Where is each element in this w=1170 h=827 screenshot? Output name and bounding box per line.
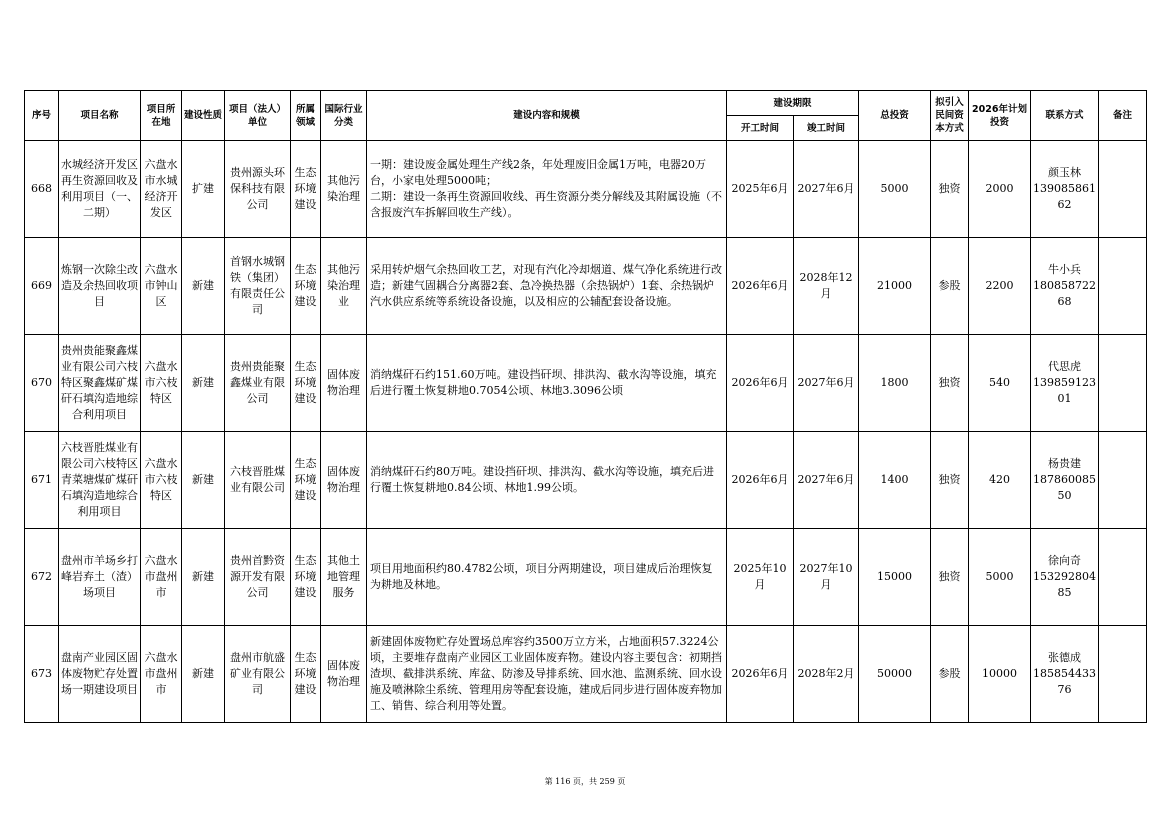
header-industry: 国际行业分类 xyxy=(321,91,367,141)
contact-phone: 18085872268 xyxy=(1033,279,1097,308)
cell-location: 六盘水市盘州市 xyxy=(141,529,182,626)
header-unit: 项目（法人）单位 xyxy=(225,91,291,141)
cell-field: 生态环境建设 xyxy=(291,238,321,335)
header-field: 所属领域 xyxy=(291,91,321,141)
table-row xyxy=(25,335,1147,432)
cell-nature: 新建 xyxy=(182,238,225,335)
cell-field: 生态环境建设 xyxy=(291,335,321,432)
contact-phone: 15329280485 xyxy=(1033,570,1097,599)
cell-plan: 540 xyxy=(969,335,1031,432)
header-contact: 联系方式 xyxy=(1031,91,1099,141)
cell-unit: 首钢水城钢铁（集团）有限责任公司 xyxy=(225,238,291,335)
cell-name: 六枝晋胜煤业有限公司六枝特区青菜塘煤矿煤矸石填沟造地综合利用项目 xyxy=(59,432,141,529)
contact-phone: 13985912301 xyxy=(1033,376,1097,405)
cell-name: 炼钢一次除尘改造及余热回收项目 xyxy=(59,238,141,335)
cell-seq: 670 xyxy=(25,335,59,432)
cell-location: 六盘水市六枝特区 xyxy=(141,432,182,529)
cell-name: 盘州市羊场乡打峰岩弃土（渣）场项目 xyxy=(59,529,141,626)
cell-seq: 669 xyxy=(25,238,59,335)
cell-content: 一期：建设废金属处理生产线2条，年处理废旧金属1万吨，电器20万台，小家电处理5000吨； 二期：建设一条再生资源回收线、再生资源分类分解线及其附属设施（不含报废汽车拆解回收生产线）。 xyxy=(367,141,727,238)
cell-start: 2026年6月 xyxy=(727,626,794,723)
cell-remark xyxy=(1099,335,1147,432)
cell-content: 新建固体废物贮存处置场总库容约3500万立方米，占地面积57.3224公顷，主要堆存盘南产业园区工业固体废弃物。建设内容主要包含：初期挡渣坝、截排洪系统、库盆、防渗及导排系统、回水池、监测系统、回水设施及喷淋除尘系统、管理用房等配套设施，建成后同步进行固体废弃物加工、销售、综合利用等处置。 xyxy=(367,626,727,723)
table-row xyxy=(25,141,1147,238)
cell-plan: 420 xyxy=(969,432,1031,529)
cell-remark xyxy=(1099,432,1147,529)
contact-name: 张德成 xyxy=(1048,651,1082,664)
cell-unit: 六枝晋胜煤业有限公司 xyxy=(225,432,291,529)
cell-plan: 2000 xyxy=(969,141,1031,238)
header-name: 项目名称 xyxy=(59,91,141,141)
header-end: 竣工时间 xyxy=(794,116,859,141)
cell-name: 盘南产业园区固体废物贮存处置场一期建设项目 xyxy=(59,626,141,723)
cell-contact xyxy=(1031,335,1099,432)
header-capital: 拟引入民间资本方式 xyxy=(931,91,969,141)
cell-content: 消纳煤矸石约80万吨。建设挡矸坝、排洪沟、截水沟等设施，填充后进行覆土恢复耕地0.84公顷、林地1.99公顷。 xyxy=(367,432,727,529)
table-body xyxy=(25,141,1147,723)
cell-contact xyxy=(1031,432,1099,529)
cell-contact xyxy=(1031,141,1099,238)
cell-end: 2027年6月 xyxy=(794,432,859,529)
cell-total: 50000 xyxy=(859,626,931,723)
cell-total: 1800 xyxy=(859,335,931,432)
project-table xyxy=(24,90,1147,723)
cell-seq: 671 xyxy=(25,432,59,529)
cell-industry: 其他土地管理服务 xyxy=(321,529,367,626)
cell-content: 消纳煤矸石约151.60万吨。建设挡矸坝、排洪沟、截水沟等设施，填充后进行覆土恢复耕地0.7054公顷、林地3.3096公顷 xyxy=(367,335,727,432)
cell-remark xyxy=(1099,238,1147,335)
cell-capital: 独资 xyxy=(931,432,969,529)
cell-seq: 668 xyxy=(25,141,59,238)
cell-content: 采用转炉烟气余热回收工艺，对现有汽化冷却烟道、煤气净化系统进行改造；新建气固耦合分离器2套、急冷换热器（余热锅炉）1套、余热锅炉汽水供应系统等系统设备设施，以及相应的公辅配套设备设施。 xyxy=(367,238,727,335)
cell-industry: 固体废物治理 xyxy=(321,335,367,432)
cell-end: 2027年6月 xyxy=(794,141,859,238)
cell-content: 项目用地面积约80.4782公顷，项目分两期建设，项目建成后治理恢复为耕地及林地。 xyxy=(367,529,727,626)
header-nature: 建设性质 xyxy=(182,91,225,141)
cell-location: 六盘水市盘州市 xyxy=(141,626,182,723)
header-start: 开工时间 xyxy=(727,116,794,141)
cell-start: 2026年6月 xyxy=(727,432,794,529)
contact-phone: 18786008550 xyxy=(1033,473,1097,502)
cell-nature: 新建 xyxy=(182,335,225,432)
contact-phone: 18585443376 xyxy=(1033,667,1097,696)
cell-field: 生态环境建设 xyxy=(291,529,321,626)
contact-name: 颜玉林 xyxy=(1048,166,1082,179)
header-total: 总投资 xyxy=(859,91,931,141)
contact-phone: 13908586162 xyxy=(1033,182,1097,211)
cell-total: 21000 xyxy=(859,238,931,335)
contact-name: 徐向奇 xyxy=(1048,554,1082,567)
contact-name: 牛小兵 xyxy=(1048,263,1082,276)
cell-contact xyxy=(1031,626,1099,723)
cell-capital: 独资 xyxy=(931,529,969,626)
cell-total: 15000 xyxy=(859,529,931,626)
table-row xyxy=(25,529,1147,626)
cell-total: 1400 xyxy=(859,432,931,529)
page-footer: 第 116 页，共 259 页 xyxy=(544,777,626,786)
cell-field: 生态环境建设 xyxy=(291,432,321,529)
cell-field: 生态环境建设 xyxy=(291,141,321,238)
cell-remark xyxy=(1099,141,1147,238)
header-remark: 备注 xyxy=(1099,91,1147,141)
cell-industry: 其他污染治理业 xyxy=(321,238,367,335)
cell-end: 2027年10月 xyxy=(794,529,859,626)
cell-remark xyxy=(1099,529,1147,626)
cell-capital: 独资 xyxy=(931,141,969,238)
cell-unit: 贵州贵能聚鑫煤业有限公司 xyxy=(225,335,291,432)
cell-unit: 贵州源头环保科技有限公司 xyxy=(225,141,291,238)
cell-seq: 673 xyxy=(25,626,59,723)
cell-location: 六盘水市水城经济开发区 xyxy=(141,141,182,238)
cell-capital: 参股 xyxy=(931,626,969,723)
cell-capital: 独资 xyxy=(931,335,969,432)
cell-start: 2026年6月 xyxy=(727,335,794,432)
cell-location: 六盘水市钟山区 xyxy=(141,238,182,335)
cell-start: 2025年10月 xyxy=(727,529,794,626)
cell-end: 2028年12月 xyxy=(794,238,859,335)
cell-contact xyxy=(1031,529,1099,626)
table-row xyxy=(25,238,1147,335)
cell-total: 5000 xyxy=(859,141,931,238)
cell-nature: 新建 xyxy=(182,529,225,626)
cell-seq: 672 xyxy=(25,529,59,626)
cell-industry: 固体废物治理 xyxy=(321,626,367,723)
cell-plan: 2200 xyxy=(969,238,1031,335)
cell-plan: 5000 xyxy=(969,529,1031,626)
cell-capital: 参股 xyxy=(931,238,969,335)
cell-nature: 新建 xyxy=(182,626,225,723)
table-row xyxy=(25,432,1147,529)
cell-location: 六盘水市六枝特区 xyxy=(141,335,182,432)
cell-nature: 新建 xyxy=(182,432,225,529)
cell-remark xyxy=(1099,626,1147,723)
cell-name: 贵州贵能聚鑫煤业有限公司六枝特区聚鑫煤矿煤矸石填沟造地综合利用项目 xyxy=(59,335,141,432)
cell-nature: 扩建 xyxy=(182,141,225,238)
cell-unit: 盘州市航盛矿业有限公司 xyxy=(225,626,291,723)
contact-name: 代思虎 xyxy=(1048,360,1082,373)
cell-start: 2026年6月 xyxy=(727,238,794,335)
header-period: 建设期限 xyxy=(727,91,859,116)
cell-industry: 固体废物治理 xyxy=(321,432,367,529)
cell-unit: 贵州首黔资源开发有限公司 xyxy=(225,529,291,626)
header-seq: 序号 xyxy=(25,91,59,141)
header-plan: 2026年计划投资 xyxy=(969,91,1031,141)
cell-industry: 其他污染治理 xyxy=(321,141,367,238)
cell-plan: 10000 xyxy=(969,626,1031,723)
table-row xyxy=(25,626,1147,723)
cell-name: 水城经济开发区再生资源回收及利用项目（一、二期） xyxy=(59,141,141,238)
header-location: 项目所在地 xyxy=(141,91,182,141)
header-content: 建设内容和规模 xyxy=(367,91,727,141)
cell-field: 生态环境建设 xyxy=(291,626,321,723)
cell-start: 2025年6月 xyxy=(727,141,794,238)
cell-end: 2028年2月 xyxy=(794,626,859,723)
cell-contact xyxy=(1031,238,1099,335)
cell-end: 2027年6月 xyxy=(794,335,859,432)
contact-name: 杨贵建 xyxy=(1048,457,1082,470)
